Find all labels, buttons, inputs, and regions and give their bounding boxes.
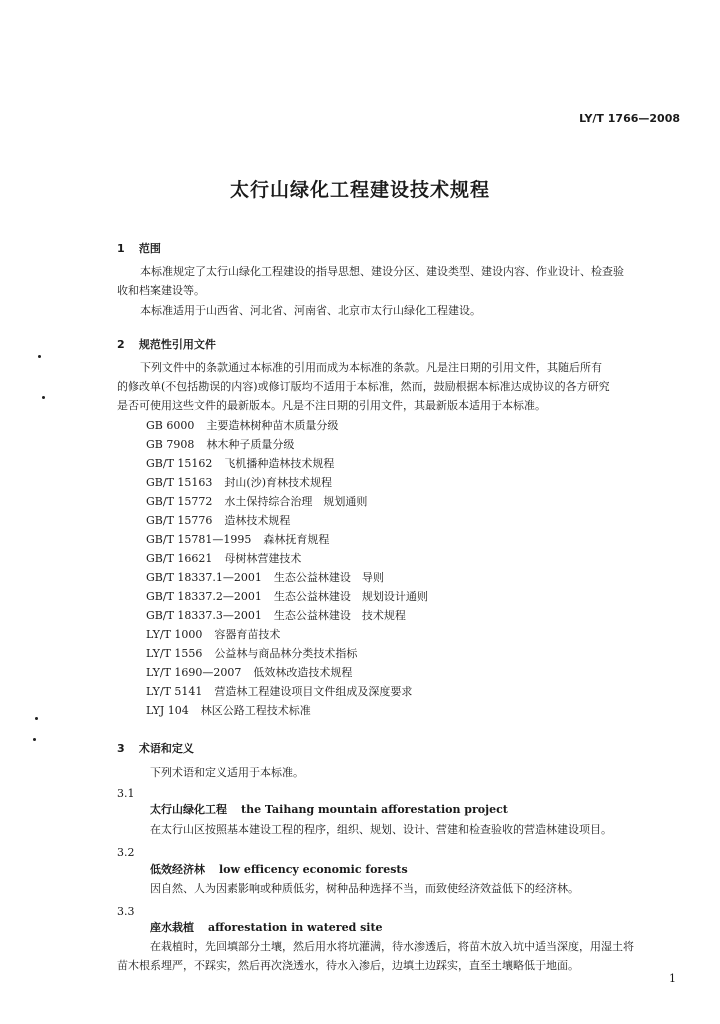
term-number: 3.1: [117, 787, 135, 800]
reference-item: [146, 644, 428, 663]
section-1-para1-line1: 本标准规定了太行山绿化工程建设的指导思想、建设分区、建设类型、建设内容、作业设计、检查验: [140, 265, 624, 278]
reference-item: [146, 625, 428, 644]
term-definition: 因自然、人为因素影响或种质低劣，树种品种选择不当，而致使经济效益低下的经济林。: [150, 882, 579, 895]
reference-title: 母树林营建技术: [224, 552, 302, 565]
term-heading: [150, 861, 408, 879]
reference-code: GB 7908: [146, 438, 195, 451]
section-title: 规范性引用文件: [138, 338, 216, 351]
term-definition: 在太行山区按照基本建设工程的程序，组织、规划、设计、营建和检查验收的营造林建设项目。: [150, 823, 612, 836]
reference-title: 森林抚育规程: [263, 533, 330, 546]
reference-item: [146, 454, 428, 473]
reference-title: 生态公益林建设 技术规程: [273, 609, 406, 622]
section-1-para2: 本标准适用于山西省、河北省、河南省、北京市太行山绿化工程建设。: [140, 304, 481, 317]
standard-code: LY/T 1766—2008: [579, 112, 680, 125]
reference-item: [146, 549, 428, 568]
reference-item: [146, 492, 428, 511]
reference-code: LY/T 5141: [146, 685, 203, 698]
scan-speck: [42, 396, 45, 399]
section-2-para-line1: 下列文件中的条款通过本标准的引用而成为本标准的条款。凡是注日期的引用文件，其随后所有: [140, 361, 602, 374]
reference-item: [146, 568, 428, 587]
reference-item: [146, 511, 428, 530]
reference-title: 营造林工程建设项目文件组成及深度要求: [214, 685, 413, 698]
reference-title: 林木种子质量分级: [206, 438, 295, 451]
reference-item: [146, 606, 428, 625]
section-title: 术语和定义: [138, 742, 194, 755]
reference-title: 造林技术规程: [224, 514, 291, 527]
document-title: 太行山绿化工程建设技术规程: [229, 179, 490, 201]
reference-title: 封山(沙)育林技术规程: [224, 476, 332, 489]
section-number: 2: [117, 338, 125, 351]
reference-item: [146, 701, 428, 720]
reference-code: GB 6000: [146, 419, 195, 432]
reference-item: [146, 663, 428, 682]
scan-speck: [35, 717, 38, 720]
term-chinese: 太行山绿化工程: [150, 803, 227, 816]
term-english: low efficency economic forests: [219, 863, 408, 876]
term-heading: [150, 919, 383, 937]
reference-item: [146, 530, 428, 549]
section-2-heading: [117, 336, 216, 352]
scan-speck: [38, 355, 41, 358]
reference-list: [146, 416, 428, 720]
page-number: 1: [669, 972, 676, 985]
section-3-intro: 下列术语和定义适用于本标准。: [150, 766, 304, 779]
term-english: the Taihang mountain afforestation project: [241, 803, 508, 816]
section-1-heading: [117, 240, 161, 256]
reference-code: GB/T 18337.2—2001: [146, 590, 262, 603]
reference-title: 生态公益林建设 规划设计通则: [273, 590, 428, 603]
term-english: afforestation in watered site: [208, 921, 383, 934]
reference-code: GB/T 15163: [146, 476, 213, 489]
reference-title: 生态公益林建设 导则: [273, 571, 384, 584]
term-heading: [150, 801, 508, 819]
reference-code: GB/T 15776: [146, 514, 213, 527]
term-chinese: 低效经济林: [150, 863, 205, 876]
section-1-para1-line2: 收和档案建设等。: [117, 284, 205, 297]
section-number: 3: [117, 742, 125, 755]
section-title: 范围: [138, 242, 161, 255]
term-definition-line2: 苗木根系埋严，不踩实，然后再次浇透水，待水入渗后，边填土边踩实，直至土壤略低于地面。: [117, 959, 579, 972]
section-2-para-line2: 的修改单(不包括勘误的内容)或修订版均不适用于本标准，然而，鼓励根据本标准达成协议的各方研究: [117, 380, 610, 393]
reference-title: 水土保持综合治理 规划通则: [224, 495, 368, 508]
reference-code: GB/T 18337.1—2001: [146, 571, 262, 584]
reference-item: [146, 587, 428, 606]
reference-item: [146, 416, 428, 435]
reference-title: 容器育苗技术: [214, 628, 281, 641]
section-3-heading: [117, 740, 194, 756]
reference-title: 低效林改造技术规程: [253, 666, 353, 679]
reference-item: [146, 473, 428, 492]
reference-item: [146, 435, 428, 454]
section-number: 1: [117, 242, 125, 255]
reference-code: LY/T 1690—2007: [146, 666, 242, 679]
reference-code: GB/T 15162: [146, 457, 213, 470]
reference-item: [146, 682, 428, 701]
reference-title: 公益林与商品林分类技术指标: [214, 647, 358, 660]
reference-code: GB/T 15772: [146, 495, 213, 508]
reference-code: GB/T 16621: [146, 552, 213, 565]
reference-title: 飞机播种造林技术规程: [224, 457, 335, 470]
reference-code: LY/T 1000: [146, 628, 203, 641]
reference-code: GB/T 15781—1995: [146, 533, 252, 546]
reference-code: GB/T 18337.3—2001: [146, 609, 262, 622]
reference-title: 主要造林树种苗木质量分级: [206, 419, 339, 432]
section-2-para-line3: 是否可使用这些文件的最新版本。凡是不注日期的引用文件，其最新版本适用于本标准。: [117, 399, 546, 412]
term-number: 3.2: [117, 846, 135, 859]
reference-code: LYJ 104: [146, 704, 189, 717]
reference-title: 林区公路工程技术标准: [200, 704, 311, 717]
term-number: 3.3: [117, 905, 135, 918]
term-chinese: 座水栽植: [150, 921, 194, 934]
reference-code: LY/T 1556: [146, 647, 203, 660]
term-definition-line1: 在栽植时，先回填部分土壤，然后用水将坑灌满，待水渗透后，将苗木放入坑中适当深度，用湿土将: [150, 940, 634, 953]
scan-speck: [33, 738, 36, 741]
